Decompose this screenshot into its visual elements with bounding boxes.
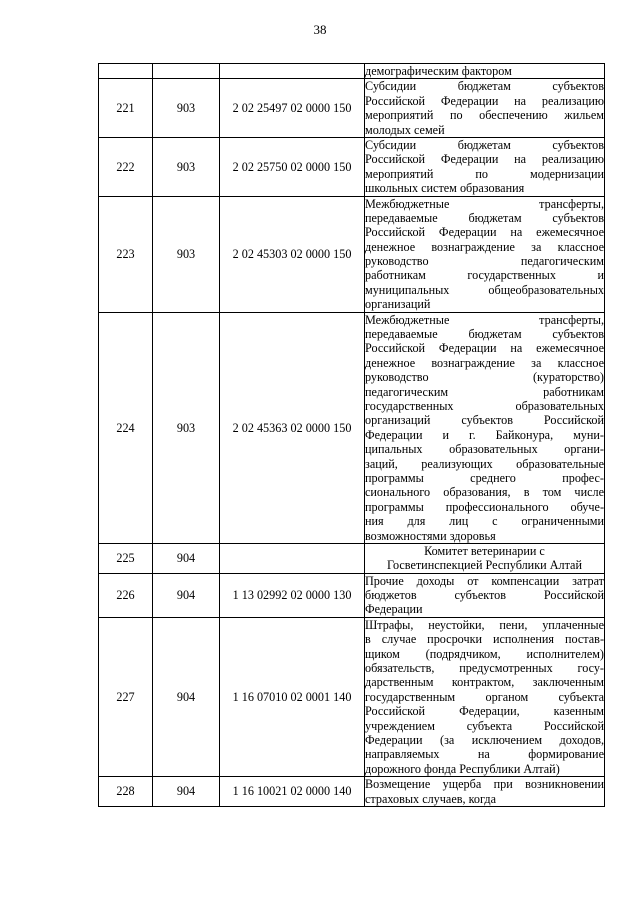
budget-classification-code-cell: 2 02 45363 02 0000 150	[220, 312, 365, 543]
description-line: Штрафы, неустойки, пени, уплаченные	[365, 617, 604, 632]
description-line: государственных образовательных	[365, 398, 604, 413]
description-line: Федерации и г. Байконура, муни-	[365, 427, 604, 442]
budget-classification-code-cell	[220, 543, 365, 573]
description-line: Госветинспекцией Республики Алтай	[386, 558, 582, 573]
description-line: Федерации (за исключением доходов,	[365, 732, 604, 747]
row-number-cell: 221	[99, 79, 153, 138]
table-row	[99, 64, 605, 79]
description-line: организаций субъектов Российской	[365, 413, 604, 428]
table-row	[99, 543, 605, 573]
budget-classification-code-cell: 1 16 10021 02 0000 140	[220, 777, 365, 807]
description-line: муниципальных общеобразовательных	[365, 282, 604, 297]
description-line: бюджетов субъектов Российской	[365, 588, 604, 603]
description-line: мероприятий по обеспечению жильем	[365, 108, 604, 123]
description-line: Российской Федерации, казенным	[365, 704, 604, 719]
budget-classification-code-cell: 1 13 02992 02 0000 130	[220, 573, 365, 617]
description-line: дорожного фонда Республики Алтай)	[365, 761, 560, 776]
administrator-code-cell: 903	[153, 196, 220, 312]
description-line: передаваемые бюджетам субъектов	[365, 327, 604, 342]
administrator-code-cell: 903	[153, 79, 220, 138]
row-number-cell: 224	[99, 312, 153, 543]
budget-income-table	[98, 63, 605, 807]
description-line: в случае просрочки исполнения постав-	[365, 632, 604, 647]
table-row	[99, 312, 605, 543]
administrator-code-cell	[153, 64, 220, 79]
description-line: демографическим фактором	[365, 64, 512, 78]
description-line: Российской Федерации на ежемесячное	[365, 341, 604, 356]
description-line: программы среднего профес-	[365, 470, 604, 485]
administrator-code-cell: 903	[153, 137, 220, 196]
income-description-cell	[365, 137, 605, 196]
income-description-cell	[365, 543, 605, 573]
row-number-cell: 227	[99, 617, 153, 776]
description-line: Возмещение ущерба при возникновении	[365, 777, 604, 792]
description-line: Федерации	[365, 602, 423, 617]
description-line: возможностями здоровья	[365, 528, 496, 543]
description-line: организаций	[365, 297, 431, 312]
description-line: руководство педагогическим	[365, 254, 604, 269]
description-line: программы профессионального обуче-	[365, 499, 604, 514]
administrator-code-cell: 904	[153, 777, 220, 807]
description-line: Межбюджетные трансферты,	[365, 196, 604, 211]
administrator-code-cell: 903	[153, 312, 220, 543]
description-line: Российской Федерации на реализацию	[365, 93, 604, 108]
description-line: педагогическим работникам	[365, 384, 604, 399]
income-description-cell	[365, 196, 605, 312]
budget-classification-code-cell: 2 02 25750 02 0000 150	[220, 137, 365, 196]
description-line: учреждением субъекта Российской	[365, 718, 604, 733]
row-number-cell: 226	[99, 573, 153, 617]
row-number-cell: 225	[99, 543, 153, 573]
administrator-code-cell: 904	[153, 573, 220, 617]
row-number-cell: 223	[99, 196, 153, 312]
description-line: мероприятий по модернизации	[365, 166, 604, 181]
administrator-code-cell: 904	[153, 543, 220, 573]
description-line: работникам государственных и	[365, 268, 604, 283]
income-description-cell	[365, 573, 605, 617]
description-line: руководство (кураторство)	[365, 370, 604, 385]
page-number: 38	[313, 22, 327, 37]
budget-classification-code-cell: 2 02 25497 02 0000 150	[220, 79, 365, 138]
description-line: школьных систем образования	[365, 181, 525, 196]
description-line: Российской Федерации на реализацию	[365, 152, 604, 167]
description-line: молодых семей	[365, 122, 445, 137]
table-row	[99, 196, 605, 312]
description-line: страховых случаев, когда	[365, 791, 496, 806]
description-line: направляемых на формирование	[365, 747, 604, 762]
budget-classification-code-cell: 2 02 45303 02 0000 150	[220, 196, 365, 312]
table-row	[99, 617, 605, 776]
description-line: Субсидии бюджетам субъектов	[365, 79, 604, 94]
description-line: Комитет ветеринарии с	[424, 543, 545, 558]
description-line: государственным органом субъекта	[365, 689, 604, 704]
budget-classification-code-cell: 1 16 07010 02 0001 140	[220, 617, 365, 776]
table-row	[99, 79, 605, 138]
description-line: заций, реализующих образовательные	[365, 456, 604, 471]
table-row	[99, 777, 605, 807]
description-line: Российской Федерации на ежемесячное	[365, 225, 604, 240]
description-line: обязательств, предусмотренных госу-	[365, 661, 604, 676]
row-number-cell	[99, 64, 153, 79]
description-line: щиком (подрядчиком, исполнителем)	[365, 646, 604, 661]
income-description-cell	[365, 617, 605, 776]
description-line: Прочие доходы от компенсации затрат	[365, 573, 604, 588]
table-row	[99, 573, 605, 617]
description-line: денежное вознаграждение за классное	[365, 355, 604, 370]
description-line: ципальных образовательных органи-	[365, 442, 604, 457]
table-row	[99, 137, 605, 196]
description-line: ния для лиц с ограниченными	[365, 514, 604, 529]
description-line: денежное вознаграждение за классное	[365, 239, 604, 254]
income-description-cell	[365, 79, 605, 138]
description-line: передаваемые бюджетам субъектов	[365, 210, 604, 225]
income-description-cell	[365, 312, 605, 543]
administrator-code-cell: 904	[153, 617, 220, 776]
description-line: дарственным контрактом, заключенным	[365, 675, 604, 690]
description-line: Субсидии бюджетам субъектов	[365, 137, 604, 152]
description-line: сионального образования, в том числе	[365, 485, 604, 500]
income-description-cell	[365, 777, 605, 807]
income-description-cell	[365, 64, 605, 79]
description-line: Межбюджетные трансферты,	[365, 312, 604, 327]
row-number-cell: 222	[99, 137, 153, 196]
row-number-cell: 228	[99, 777, 153, 807]
budget-classification-code-cell	[220, 64, 365, 79]
